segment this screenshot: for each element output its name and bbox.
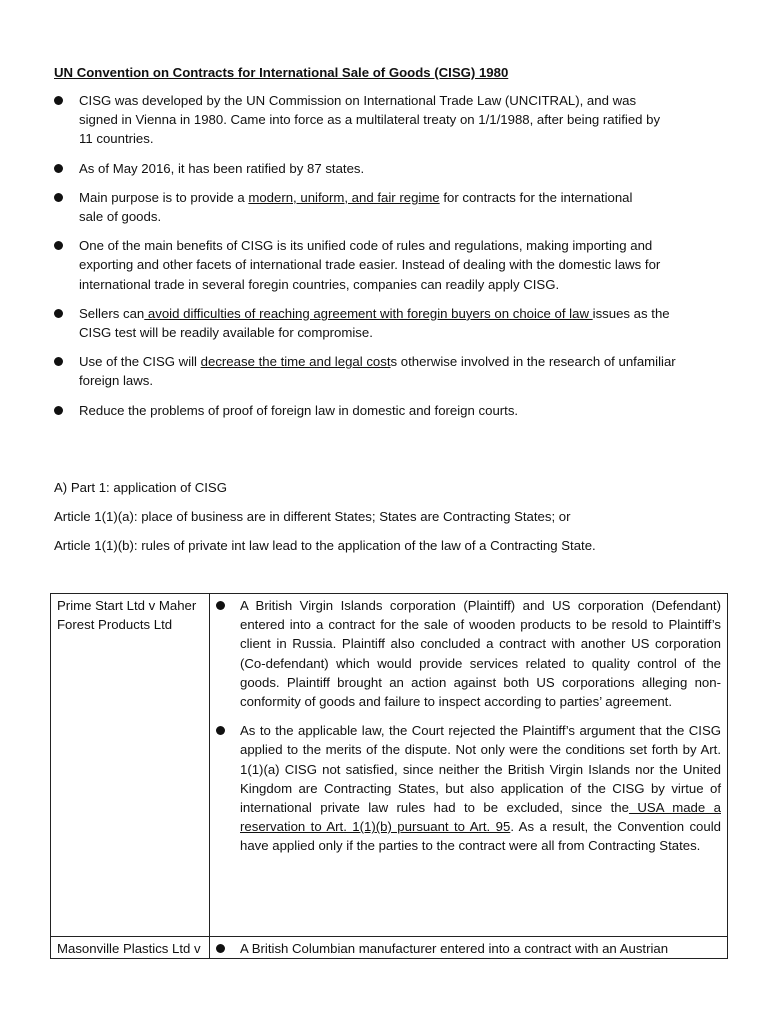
document-title: UN Convention on Contracts for International Sale of Goods (CISG) 1980: [54, 65, 509, 80]
case-point-text: A British Columbian manufacturer entered into a contract with an Austrian: [240, 941, 669, 956]
bullet-dot-icon: [54, 406, 63, 415]
bullet-item: [54, 188, 634, 226]
bullet-text-end: s otherwise involved in the research of unfamiliar foreign laws.: [79, 354, 676, 389]
case-details-cell: [210, 594, 728, 937]
bullet-item: [54, 236, 669, 294]
bullet-underlined-text: decrease the time and legal cost: [200, 354, 391, 370]
case-point-text: A British Virgin Islands corporation (Plaintiff) and US corporation (Defendant) entered into a contract for the sale of wooden products to be resold to Plaintiff’s client in Russia. Plaintiff also concluded a contract with another US corporation (Co-defendant) which would provide services related to quality control of the goods. Plaintiff brought an action against both US corporations alleging non-conformity of goods and failure to inspect according to parties’ agreement.: [240, 598, 721, 710]
bullet-dot-icon: [54, 164, 63, 173]
case-details-cell: [210, 937, 728, 959]
bullet-item: [54, 304, 679, 342]
bullet-dot-icon: [54, 357, 63, 366]
bullet-dot-icon: [54, 241, 63, 250]
bullet-item: [54, 352, 689, 390]
part-heading: A) Part 1: application of CISG: [54, 480, 227, 495]
bullet-dot-icon: [216, 601, 225, 610]
bullet-text: Main purpose is to provide a: [79, 189, 249, 205]
bullet-item: [54, 159, 664, 178]
case-table: [50, 593, 728, 959]
bullet-text: As of May 2016, it has been ratified by 87 states.: [79, 160, 365, 176]
table-row: [51, 594, 728, 937]
bullet-underlined-text: modern, uniform, and fair regime: [248, 189, 440, 205]
bullet-text-end: for contracts for the international sale of goods.: [79, 189, 633, 225]
bullet-text: CISG was developed by the UN Commission on International Trade Law (UNCITRAL), and was signed in Vienna in 1980. Came into force as a multilateral treaty on 1/1/1988, after being ratified by 11 countries.: [79, 93, 661, 147]
case-name-cell: Masonville Plastics Ltd v: [51, 937, 210, 959]
article-1-1-b: Article 1(1)(b): rules of private int law lead to the application of the law of a Contracting State.: [54, 538, 596, 553]
case-name-cell: Prime Start Ltd v Maher Forest Products Ltd: [51, 594, 210, 937]
bullet-underlined-text: avoid difficulties of reaching agreement with foregin buyers on choice of law: [144, 305, 593, 321]
article-1-1-a: Article 1(1)(a): place of business are in different States; States are Contracting States; or: [54, 509, 571, 524]
bullet-dot-icon: [216, 726, 225, 735]
bullet-dot-icon: [216, 944, 225, 953]
bullet-text: One of the main benefits of CISG is its unified code of rules and regulations, making importing and exporting and other facets of international trade easier. Instead of dealing with the domestic laws for international trade in several foregin countries, companies can readily apply CISG.: [79, 238, 661, 292]
bullet-text: Reduce the problems of proof of foreign law in domestic and foreign courts.: [79, 402, 519, 418]
case-point: [216, 596, 721, 711]
bullet-dot-icon: [54, 309, 63, 318]
case-point-underlined-text: USA made a reservation to Art. 1(1)(b) pursuant to Art. 95: [240, 800, 721, 835]
bullet-dot-icon: [54, 96, 63, 105]
summary-bullet-list: [54, 91, 676, 430]
bullet-text: Sellers can: [79, 305, 145, 321]
case-point-text: As to the applicable law, the Court rejected the Plaintiff’s argument that the CISG applied to the merits of the dispute. Not only were the conditions set forth by Art. 1(1)(a) CISG not satisfied, since neither the British Virgin Islands nor the United Kingdom are Contracting States, but also application of the CISG by virtue of international private law rules had to be excluded, since the: [240, 723, 721, 816]
case-point: [216, 721, 721, 855]
bullet-dot-icon: [54, 193, 63, 202]
table-row: [51, 937, 728, 959]
case-bullet-list: [216, 596, 721, 856]
bullet-item: [54, 401, 664, 420]
bullet-item: [54, 91, 665, 149]
bullet-text-end: issues as the CISG test will be readily available for compromise.: [79, 305, 670, 341]
case-bullet-list: [216, 939, 721, 958]
case-point-text-end: . As a result, the Convention could have applied only if the parties to the contract were all from Contracting States.: [240, 819, 721, 854]
bullet-text: Use of the CISG will: [79, 354, 201, 370]
case-point: [216, 939, 721, 958]
